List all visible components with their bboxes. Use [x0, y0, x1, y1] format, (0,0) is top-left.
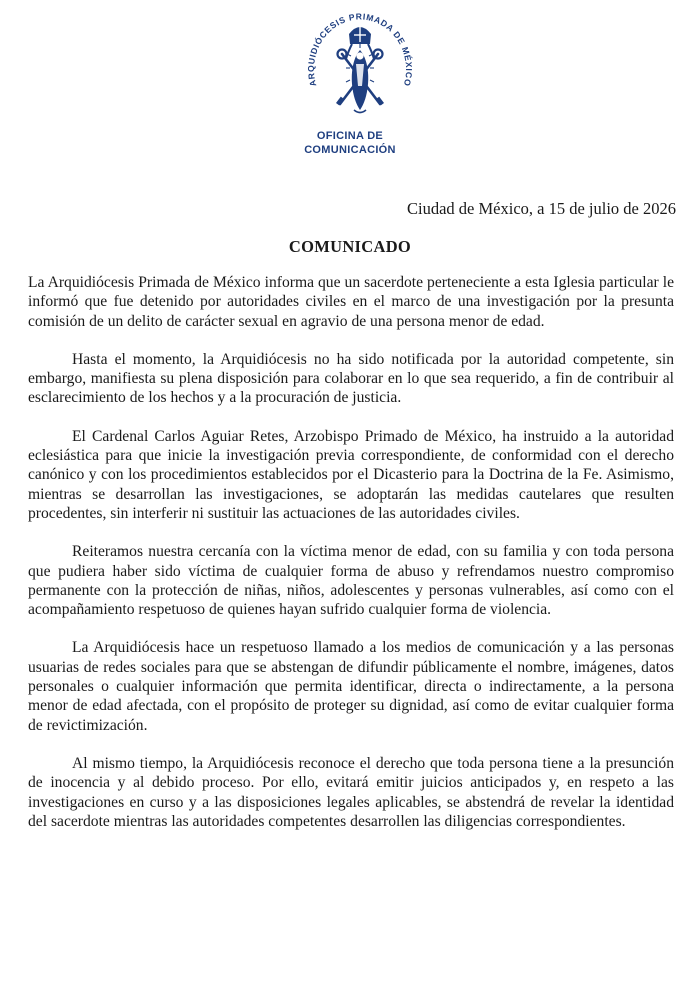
document-body: [28, 273, 674, 850]
document-title: COMUNICADO: [288, 237, 412, 256]
paragraph-6: Al mismo tiempo, la Arquidiócesis reconoce el derecho que toda persona tiene a la presunción de inocencia y al debido proceso. Por ello, evitará emitir juicios anticipados y, en respeto a las investigaciones en curso y a las disposiciones legales aplicables, se abstendrá de revelar la identidad del sacerdote mientras las autoridades competentes desarrollen las diligencias correspondientes.: [28, 754, 674, 830]
office-name-line2: COMUNICACIÓN: [304, 144, 396, 156]
paragraph-2: Hasta el momento, la Arquidiócesis no ha sido notificada por la autoridad competente, sin embargo, manifiesta su plena disposición para colaborar en lo que sea requerido, a fin de contribuir al esclarecimiento de los hechos y a la procuración de justicia.: [28, 350, 674, 407]
paragraph-5: La Arquidiócesis hace un respetuoso llamado a los medios de comunicación y a las personas usuarias de redes sociales para que se abstengan de difundir públicamente el nombre, imágenes, datos personales o cualquier información que permita identificar, directa o indirectamente, a la persona menor de edad afectada, con el propósito de proteger su dignidad, así como de evitar cualquier forma de revictimización.: [28, 639, 674, 734]
paragraph-1: La Arquidiócesis Primada de México informa que un sacerdote perteneciente a esta Iglesia particular le informó que fue detenido por autoridades civiles en el marco de una investigación por la presunta comisión de un delito de carácter sexual en agravio de una persona menor de edad.: [28, 274, 674, 330]
seal-ring-text: ARQUIDIÓCESIS PRIMADA DE MÉXICO: [305, 11, 415, 88]
letterhead: [0, 0, 700, 175]
office-name: [270, 129, 430, 157]
archdiocese-seal-logo: [304, 4, 416, 122]
paragraph-4: Reiteramos nuestra cercanía con la víctima menor de edad, con su familia y con toda persona que pudiera haber sido víctima de cualquier forma de abuso y refrendamos nuestro compromiso permanente con la protección de niñas, niños, adolescentes y personas vulnerables, así como con el acompañamiento respetuoso de quienes hayan sufrido cualquier forma de violencia.: [28, 543, 674, 619]
document-date: Ciudad de México, a 15 de julio de 2026: [407, 199, 676, 218]
office-name-line1: OFICINA DE: [316, 130, 384, 142]
paragraph-3: El Cardenal Carlos Aguiar Retes, Arzobispo Primado de México, ha instruido a la autoridad eclesiástica para que inicie la investigación previa correspondiente, de conformidad con el derecho canónico y con los procedimientos establecidos por el Dicasterio para la Doctrina de la Fe. Asimismo, mientras se desarrollan las investigaciones, se adoptarán las medidas cautelares que resulten procedentes, sin interferir ni sustituir las actuaciones de las autoridades civiles.: [28, 427, 674, 522]
